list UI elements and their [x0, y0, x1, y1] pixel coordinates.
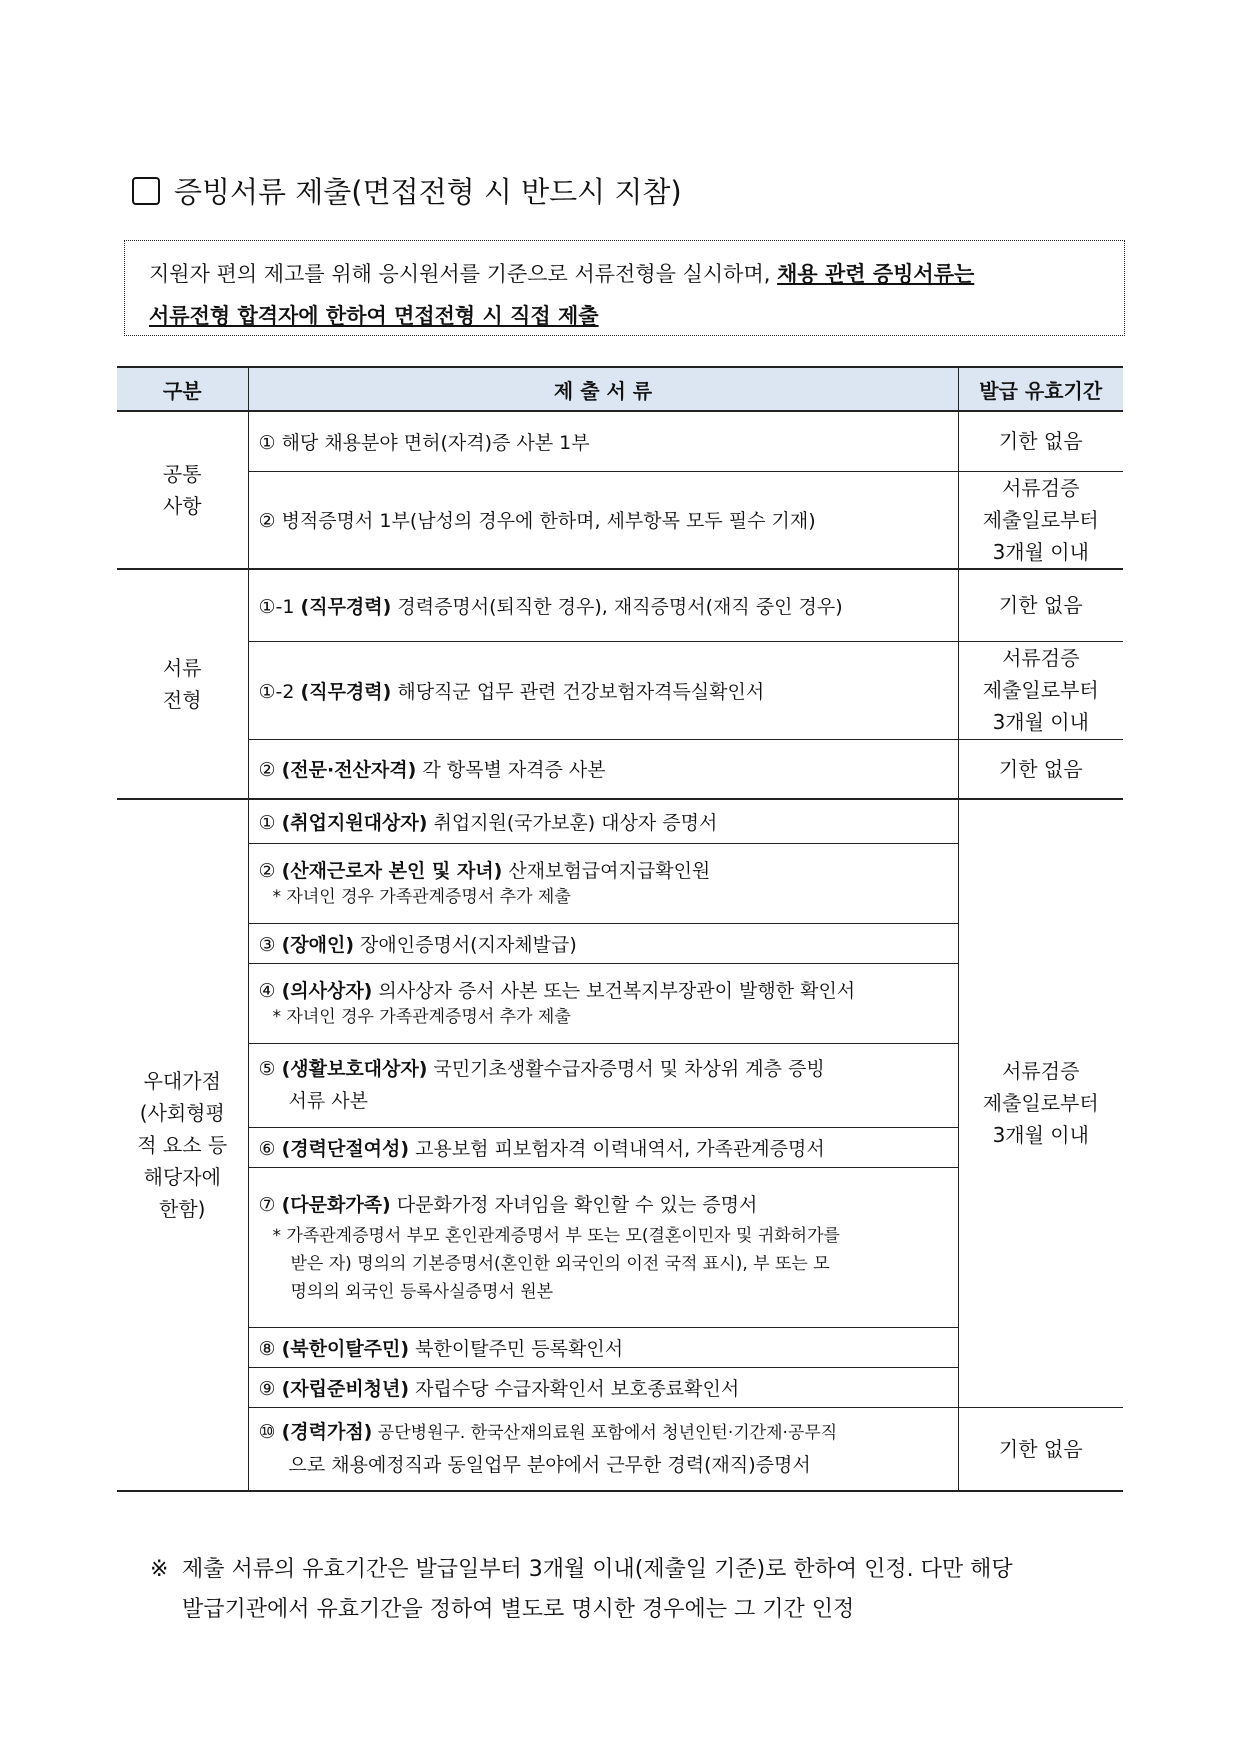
notice-box	[124, 240, 1125, 336]
document-item	[248, 963, 958, 1043]
table-row	[117, 471, 1123, 569]
validity-line: 서류검증	[1002, 475, 1080, 500]
document-item	[248, 739, 958, 799]
document-item	[248, 1167, 958, 1327]
item-note: 명의의 외국인 등록사실증명서 원본	[290, 1282, 554, 1302]
document-item	[248, 569, 958, 641]
document-item	[248, 1407, 958, 1491]
item-text: 각 항목별 자격증 사본	[416, 759, 606, 782]
table-row	[117, 641, 1123, 739]
footer-line-2: 발급기관에서 유효기간을 정하여 별도로 명시한 경우에는 그 기간 인정	[182, 1597, 855, 1622]
item-number: ⑤	[258, 1058, 282, 1080]
item-text: 다문화가정 자녀임을 확인할 수 있는 증명서	[390, 1194, 758, 1216]
item-text: 산재보험급여지급확인원	[502, 859, 711, 882]
item-text: 자립수당 수급자확인서 보호종료확인서	[409, 1377, 740, 1400]
item-text: 경력증명서(퇴직한 경우), 재직증명서(재직 중인 경우)	[391, 595, 843, 618]
item-text: 국민기초생활수급자증명서 및 차상위 계층 증빙	[427, 1058, 825, 1080]
category-line: 서류	[162, 656, 202, 680]
item-number: ③	[258, 933, 282, 956]
table-row	[117, 1407, 1123, 1491]
category-line: (사회형평	[139, 1101, 225, 1125]
document-item	[248, 923, 958, 963]
item-title: (직무경력)	[300, 595, 392, 618]
header-validity: 발급 유효기간	[958, 367, 1123, 411]
category-line: 사항	[162, 494, 202, 518]
table-header-row	[117, 367, 1123, 411]
validity-cell	[958, 471, 1123, 569]
item-title: (취업지원대상자)	[281, 811, 428, 834]
item-number: ④	[258, 979, 282, 1002]
item-title: (자립준비청년)	[281, 1377, 410, 1400]
item-number: ⑦	[258, 1194, 282, 1216]
footer-line-1	[150, 1550, 1013, 1590]
notice-line-2	[149, 295, 1114, 337]
category-line: 우대가점	[143, 1069, 221, 1093]
item-number: ①	[258, 811, 282, 834]
item-title: (직무경력)	[300, 680, 392, 703]
item-title: (장애인)	[281, 933, 355, 956]
table-row	[117, 739, 1123, 799]
notice-bold-text-1: 채용 관련 증빙서류는	[777, 262, 975, 286]
heading-text: 증빙서류 제출(면접전형 시 반드시 지참)	[174, 175, 682, 209]
item-text: 취업지원(국가보훈) 대상자 증명서	[427, 811, 718, 834]
document-item	[248, 1127, 958, 1167]
validity-cell: 기한 없음	[958, 1407, 1123, 1491]
item-text-continued: 서류 사본	[288, 1090, 368, 1112]
item-title: (생활보호대상자)	[281, 1058, 428, 1080]
item-number: ①-1	[258, 595, 301, 618]
item-title: (북한이탈주민)	[281, 1337, 410, 1360]
validity-line: 제출일로부터	[982, 678, 1099, 702]
item-number: ②	[258, 759, 282, 782]
validity-line: 3개월 이내	[992, 1123, 1089, 1148]
footer-text-1: 제출 서류의 유효기간은 발급일부터 3개월 이내(제출일 기준)로 한하여 인정. 다만 해당	[182, 1557, 1013, 1582]
item-note: 받은 자) 명의의 기본증명서(혼인한 외국인의 이전 국적 표시), 부 또는 모	[290, 1254, 830, 1274]
checkbox-square-icon	[132, 177, 160, 205]
item-title: (경력단절여성)	[281, 1137, 410, 1160]
item-number: ⑥	[258, 1137, 282, 1160]
section-heading	[132, 170, 682, 211]
item-title: (산재근로자 본인 및 자녀)	[281, 859, 503, 882]
validity-line: 서류검증	[1002, 646, 1080, 670]
documents-table	[117, 366, 1123, 1492]
item-number: ⑧	[258, 1337, 282, 1360]
document-item	[248, 1043, 958, 1127]
item-text: 북한이탈주민 등록확인서	[409, 1337, 624, 1360]
validity-cell	[958, 641, 1123, 739]
notice-bold-text-2: 서류전형 합격자에 한하여 면접전형 시 직접 제출	[149, 304, 599, 328]
footer-note	[150, 1550, 1013, 1630]
validity-line: 제출일로부터	[982, 507, 1099, 532]
item-text: 공단병원구. 한국산재의료원 포함에서 청년인턴·기간제·공무직	[372, 1423, 838, 1444]
category-line: 공통	[162, 462, 202, 486]
category-line: 전형	[162, 688, 202, 712]
item-title: (다문화가족)	[281, 1194, 391, 1216]
document-item	[248, 1327, 958, 1367]
item-note: * 자녀인 경우 가족관계증명서 추가 제출	[272, 1006, 571, 1027]
document-item	[248, 799, 958, 843]
validity-line: 서류검증	[1002, 1059, 1080, 1084]
reference-mark-icon: ※	[150, 1557, 169, 1582]
item-number: ①-2	[258, 680, 301, 703]
table-row	[117, 799, 1123, 843]
validity-cell: 기한 없음	[958, 739, 1123, 799]
document-item	[248, 641, 958, 739]
header-category: 구분	[117, 367, 248, 411]
table-row	[117, 569, 1123, 641]
validity-cell: 기한 없음	[958, 411, 1123, 471]
validity-line: 3개월 이내	[992, 710, 1089, 734]
category-preference	[117, 799, 248, 1491]
document-item: ② 병적증명서 1부(남성의 경우에 한하며, 세부항목 모두 필수 기재)	[248, 471, 958, 569]
category-common	[117, 411, 248, 569]
item-title: (의사상자)	[281, 979, 373, 1002]
notice-line-1	[149, 253, 1114, 295]
item-text: 장애인증명서(지자체발급)	[354, 933, 577, 956]
item-number: ②	[258, 859, 282, 882]
category-line: 한함)	[159, 1197, 206, 1221]
item-number: ⑨	[258, 1377, 282, 1400]
document-item: ① 해당 채용분야 면허(자격)증 사본 1부	[248, 411, 958, 471]
item-note: * 가족관계증명서 부모 혼인관계증명서 부 또는 모(결혼이민자 및 귀화허가를	[272, 1226, 840, 1246]
validity-line: 제출일로부터	[982, 1091, 1099, 1116]
category-line: 해당자에	[143, 1165, 221, 1189]
validity-cell	[958, 799, 1123, 1407]
item-text: 의사상자 증서 사본 또는 보건복지부장관이 발행한 확인서	[372, 979, 856, 1002]
item-title: (전문·전산자격)	[281, 759, 417, 782]
document-item	[248, 1367, 958, 1407]
item-text: 고용보험 피보험자격 이력내역서, 가족관계증명서	[409, 1137, 825, 1160]
item-title: (경력가점)	[281, 1421, 373, 1444]
header-documents: 제 출 서 류	[248, 367, 958, 411]
notice-plain-text: 지원자 편의 제고를 위해 응시원서를 기준으로 서류전형을 실시하며,	[149, 262, 778, 286]
category-line: 적 요소 등	[137, 1133, 228, 1157]
item-note: * 자녀인 경우 가족관계증명서 추가 제출	[272, 886, 571, 907]
validity-cell: 기한 없음	[958, 569, 1123, 641]
item-number: ⑩	[258, 1421, 282, 1444]
item-text: 해당직군 업무 관련 건강보험자격득실확인서	[391, 680, 765, 703]
document-item	[248, 843, 958, 923]
table-row	[117, 411, 1123, 471]
validity-line: 3개월 이내	[992, 539, 1089, 564]
category-screening	[117, 569, 248, 799]
item-text-continued: 으로 채용예정직과 동일업무 분야에서 근무한 경력(재직)증명서	[288, 1454, 811, 1477]
